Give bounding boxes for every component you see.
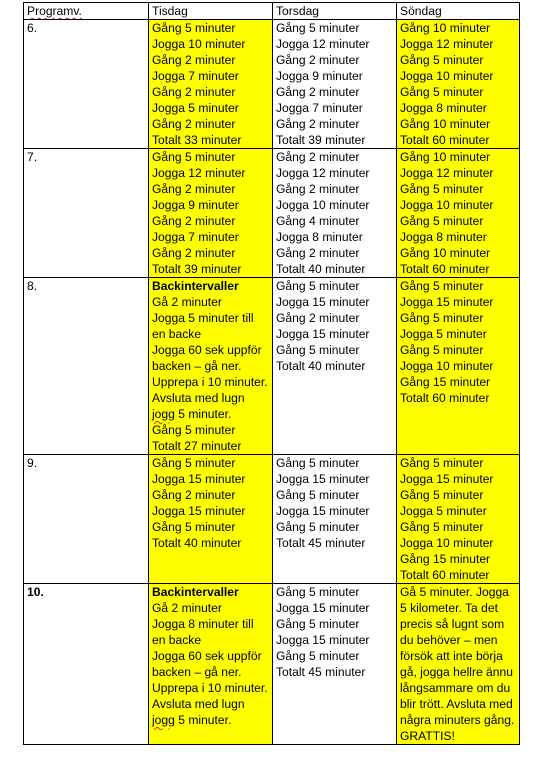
workout-step: Gå 2 minuter <box>152 601 222 615</box>
day-cell-tisdag <box>149 149 273 278</box>
day-cell-tisdag <box>149 455 273 584</box>
program-cell <box>24 149 149 278</box>
workout-step: Jogga 8 minuter <box>276 230 363 244</box>
workout-step: Gång 5 minuter <box>152 456 236 470</box>
day-cell-sondag <box>397 20 520 149</box>
program-cell <box>24 20 149 149</box>
table-row <box>24 149 520 278</box>
workout-step: Gång 4 minuter <box>276 214 360 228</box>
workout-step: Jogga 12 minuter <box>400 37 494 51</box>
workout-step: Gång 2 minuter <box>152 182 236 196</box>
header-sondag: Söndag <box>397 3 520 20</box>
workout-step: Totalt 33 minuter <box>152 133 242 147</box>
workout-step: Totalt 60 minuter <box>400 133 490 147</box>
workout-step: Totalt 40 minuter <box>276 262 366 276</box>
workout-step: Jogga 12 minuter <box>276 37 370 51</box>
workout-step: Gång 2 minuter <box>276 53 360 67</box>
day-cell-sondag <box>397 278 520 455</box>
workout-step: Gång 10 minuter <box>400 21 491 35</box>
workout-step: Totalt 39 minuter <box>276 133 366 147</box>
header-program <box>24 3 149 20</box>
workout-step: Gång 5 minuter <box>276 456 360 470</box>
day-cell-torsdag <box>273 20 397 149</box>
table-row <box>24 455 520 584</box>
workout-step: Jogga 60 sek uppför backen – gå ner. <box>152 343 262 373</box>
workout-step: Gång 10 minuter <box>400 246 491 260</box>
workout-step: Jogga 15 minuter <box>276 633 370 647</box>
program-cell <box>24 455 149 584</box>
workout-step: Gång 5 minuter <box>400 53 484 67</box>
program-number: 10. <box>27 585 44 599</box>
day-cell-sondag <box>397 149 520 278</box>
header-torsdag: Torsdag <box>273 3 397 20</box>
document-page <box>23 2 520 745</box>
workout-step: Jogga 15 minuter <box>400 295 494 309</box>
spellcheck-word: jogg <box>152 407 175 421</box>
workout-step: Gång 5 minuter <box>152 520 236 534</box>
table-row <box>24 584 520 745</box>
program-cell <box>24 584 149 745</box>
program-number: 8. <box>27 279 38 293</box>
workout-step: Jogga 5 minuter <box>152 101 239 115</box>
workout-step: Totalt 45 minuter <box>276 665 366 679</box>
workout-title: Backintervaller <box>152 279 239 293</box>
training-schedule-table <box>23 2 520 745</box>
workout-step: Gång 5 minuter <box>400 182 484 196</box>
day-cell-torsdag <box>273 149 397 278</box>
workout-step: Jogga 5 minuter till en backe <box>152 311 254 341</box>
workout-step: Gång 5 minuter <box>400 488 484 502</box>
program-cell <box>24 278 149 455</box>
workout-step: Jogga 15 minuter <box>276 504 370 518</box>
workout-step: Gång 2 minuter <box>276 246 360 260</box>
day-cell-tisdag <box>149 584 273 745</box>
day-cell-torsdag <box>273 584 397 745</box>
workout-step: Jogga 8 minuter <box>400 230 487 244</box>
workout-step: Gång 5 minuter <box>276 649 360 663</box>
table-body <box>24 20 520 745</box>
workout-step: Jogga 60 sek uppför backen – gå ner. <box>152 649 262 679</box>
table-header-row <box>24 3 520 20</box>
workout-step: Gång 5 minuter <box>400 343 484 357</box>
workout-step: Gång 5 minuter <box>276 520 360 534</box>
workout-step: Gång 5 minuter <box>276 617 360 631</box>
workout-step: Gång 5 minuter <box>152 21 236 35</box>
workout-step: Gå 2 minuter <box>152 295 222 309</box>
workout-step: Totalt 40 minuter <box>276 359 366 373</box>
workout-title: Backintervaller <box>152 585 239 599</box>
workout-step: Gång 2 minuter <box>152 214 236 228</box>
workout-step: Gång 15 minuter <box>400 552 491 566</box>
day-cell-tisdag <box>149 278 273 455</box>
workout-step: Gång 5 minuter <box>152 150 236 164</box>
workout-step: Jogga 12 minuter <box>152 166 246 180</box>
table-row <box>24 20 520 149</box>
workout-step: Jogga 15 minuter <box>400 472 494 486</box>
workout-step: Gång 5 minuter <box>276 585 360 599</box>
workout-step: Totalt 40 minuter <box>152 536 242 550</box>
workout-step: Avsluta med lugn jogg 5 minuter. <box>152 391 245 421</box>
workout-step: Jogga 8 minuter till en backe <box>152 617 254 647</box>
workout-step: Gång 5 minuter <box>400 311 484 325</box>
header-tisdag: Tisdag <box>149 3 273 20</box>
workout-step: Gång 2 minuter <box>276 117 360 131</box>
workout-step: Jogga 7 minuter <box>152 69 239 83</box>
workout-step: Gång 5 minuter <box>400 279 484 293</box>
workout-step: Gång 5 minuter <box>276 343 360 357</box>
workout-step: Jogga 12 minuter <box>400 166 494 180</box>
workout-step: Gång 5 minuter <box>152 423 236 437</box>
workout-step: Gång 5 minuter <box>400 520 484 534</box>
workout-step: Jogga 10 minuter <box>400 198 494 212</box>
workout-step: Upprepa i 10 minuter. <box>152 375 268 389</box>
workout-step: Jogga 10 minuter <box>276 198 370 212</box>
table-row <box>24 278 520 455</box>
workout-step: Jogga 9 minuter <box>276 69 363 83</box>
workout-step: Gång 10 minuter <box>400 150 491 164</box>
workout-step: Gång 15 minuter <box>400 375 491 389</box>
day-cell-tisdag <box>149 20 273 149</box>
day-cell-torsdag <box>273 278 397 455</box>
workout-step: Totalt 45 minuter <box>276 536 366 550</box>
workout-step: Jogga 5 minuter <box>400 327 487 341</box>
workout-step: Gång 2 minuter <box>152 246 236 260</box>
workout-step: Jogga 15 minuter <box>152 504 246 518</box>
workout-step: Gång 2 minuter <box>152 488 236 502</box>
day-cell-sondag <box>397 584 520 745</box>
workout-step: Gång 10 minuter <box>400 117 491 131</box>
workout-step: Jogga 7 minuter <box>152 230 239 244</box>
workout-step: Jogga 9 minuter <box>152 198 239 212</box>
workout-step: Jogga 15 minuter <box>152 472 246 486</box>
workout-step: Totalt 60 minuter <box>400 568 490 582</box>
workout-step: Jogga 15 minuter <box>276 295 370 309</box>
workout-step: Totalt 39 minuter <box>152 262 242 276</box>
program-number: 7. <box>27 150 38 164</box>
workout-step: Gång 2 minuter <box>276 311 360 325</box>
workout-step: Gång 2 minuter <box>276 150 360 164</box>
workout-step: Gång 5 minuter <box>400 85 484 99</box>
workout-step: Jogga 5 minuter <box>400 504 487 518</box>
workout-description: Gå 5 minuter. Jogga 5 kilometer. Ta det precis så lugnt som du behöver – men försök att inte börja gå, jogga hellre ännu långsammare om du blir trött. Avsluta med några minuters gång. GRATTIS! <box>400 585 515 743</box>
workout-step: Totalt 27 minuter <box>152 439 242 453</box>
workout-step: Jogga 10 minuter <box>400 536 494 550</box>
workout-step: Gång 2 minuter <box>276 85 360 99</box>
workout-step: Gång 5 minuter <box>400 456 484 470</box>
program-number: 9. <box>27 456 38 470</box>
workout-step: Jogga 10 minuter <box>400 69 494 83</box>
workout-step: Jogga 10 minuter <box>152 37 246 51</box>
workout-step: Jogga 8 minuter <box>400 101 487 115</box>
workout-step: Gång 5 minuter <box>276 488 360 502</box>
day-cell-sondag <box>397 455 520 584</box>
day-cell-torsdag <box>273 455 397 584</box>
workout-step: Jogga 12 minuter <box>276 166 370 180</box>
workout-step: Totalt 60 minuter <box>400 391 490 405</box>
workout-step: Gång 2 minuter <box>152 85 236 99</box>
workout-step: Jogga 7 minuter <box>276 101 363 115</box>
header-program-label: Programv. <box>27 4 82 18</box>
workout-step: Totalt 60 minuter <box>400 262 490 276</box>
spellcheck-word: jogg <box>152 713 175 727</box>
workout-step: Gång 2 minuter <box>276 182 360 196</box>
workout-step: Avsluta med lugn jogg 5 minuter. <box>152 697 245 727</box>
workout-step: Gång 5 minuter <box>276 21 360 35</box>
program-number: 6. <box>27 21 38 35</box>
workout-step: Jogga 10 minuter <box>400 359 494 373</box>
workout-step: Jogga 15 minuter <box>276 472 370 486</box>
workout-step: Gång 5 minuter <box>400 214 484 228</box>
workout-step: Jogga 15 minuter <box>276 601 370 615</box>
workout-step: Gång 2 minuter <box>152 117 236 131</box>
workout-step: Upprepa i 10 minuter. <box>152 681 268 695</box>
workout-step: Gång 5 minuter <box>276 279 360 293</box>
workout-step: Gång 2 minuter <box>152 53 236 67</box>
workout-step: Jogga 15 minuter <box>276 327 370 341</box>
